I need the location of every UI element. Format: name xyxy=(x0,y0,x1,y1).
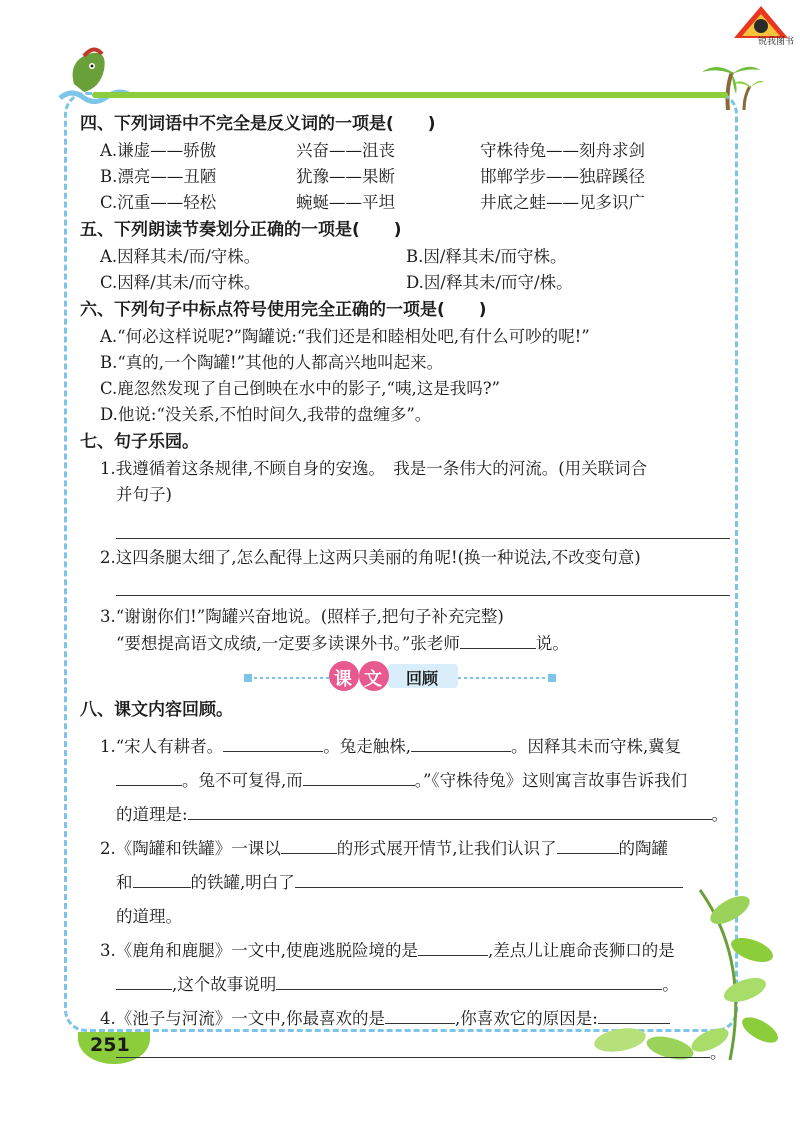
question-8-title: 八、课文内容回顾。 xyxy=(80,700,233,720)
question-5-title: 五、下列朗读节奏划分正确的一项是( ) xyxy=(80,220,402,240)
question-8-item-3-line-2 xyxy=(80,968,730,1002)
text: 的道理。 xyxy=(116,907,182,926)
text: 。”《守株待兔》这则寓言故事告诉我们 xyxy=(414,771,688,790)
question-7-item-2: 2.这四条腿太细了,怎么配得上这两只美丽的角呢!(换一种说法,不改变句意) xyxy=(100,548,641,567)
question-7-item-1-cont: 并句子) xyxy=(116,485,172,504)
question-8-item-2-line-3 xyxy=(80,900,730,934)
question-8-item-3-line-1 xyxy=(80,934,730,968)
page-number: 251 xyxy=(90,1034,130,1056)
banner-char-1: 课 xyxy=(334,669,352,690)
text: 。兔不可复得,而 xyxy=(182,771,303,790)
example-text: “要想提高语文成绩,一定要多读课外书。”张老师 xyxy=(116,634,460,653)
option-cell: 蜿蜒——平坦 xyxy=(296,193,395,212)
option-d: D.他说:“没关系,不怕时间久,我带的盘缠多”。 xyxy=(100,405,432,424)
option-c: C.因释/其未/而守株。 xyxy=(100,273,261,292)
question-7-title: 七、句子乐园。 xyxy=(80,432,199,452)
header-green-bar xyxy=(92,92,728,98)
fill-blank[interactable] xyxy=(188,801,712,820)
text: 。因释其未而守株,冀复 xyxy=(510,737,682,756)
fill-blank[interactable] xyxy=(295,869,683,888)
question-5-row-2 xyxy=(80,270,730,296)
question-8-item-1-line-3 xyxy=(80,798,730,832)
option-b: B.“真的,一个陶罐!”其他的人都高兴地叫起来。 xyxy=(100,353,444,372)
text: 的形式展开情节,让我们认识了 xyxy=(336,839,557,858)
text: 。兔走触株, xyxy=(323,737,411,756)
banner-graphic xyxy=(240,658,560,692)
question-6-title: 六、下列句子中标点符号使用完全正确的一项是( ) xyxy=(80,300,487,320)
fill-blank[interactable] xyxy=(223,733,323,752)
banner-label: 回顾 xyxy=(406,669,439,688)
question-8-item-4-line-1 xyxy=(80,1002,730,1036)
answer-line[interactable] xyxy=(116,524,730,539)
fill-blank[interactable] xyxy=(303,767,415,786)
option-cell: 犹豫——果断 xyxy=(296,167,395,186)
text: 的陶罐 xyxy=(618,839,668,858)
option-cell: B.漂亮——丑陋 xyxy=(100,167,217,186)
question-4-row-a xyxy=(80,138,730,164)
fill-blank[interactable] xyxy=(418,937,488,956)
option-cell: 邯郸学步——独辟蹊径 xyxy=(480,167,645,186)
option-cell: C.沉重——轻松 xyxy=(100,193,217,212)
question-7-item-1: 1.我遵循着这条规律,不顾自身的安逸。 我是一条伟大的河流。(用关联词合 xyxy=(100,459,648,478)
text: 和 xyxy=(116,873,133,892)
option-b: B.因/释其未/而守株。 xyxy=(406,247,567,266)
text: ,你喜欢它的原因是: xyxy=(455,1009,598,1028)
question-7-item-3-example xyxy=(80,630,730,656)
text: 1.“宋人有耕者。 xyxy=(100,737,224,756)
option-cell: A.谦虚——骄傲 xyxy=(100,141,217,160)
text: 的铁罐,明白了 xyxy=(190,873,295,892)
text: ,这个故事说明 xyxy=(172,975,277,994)
text: ,差点儿让鹿命丧狮口的是 xyxy=(488,941,675,960)
fill-blank[interactable] xyxy=(116,767,182,786)
option-cell: 守株待兔——刻舟求剑 xyxy=(480,141,645,160)
fill-blank[interactable] xyxy=(133,869,191,888)
fill-blank[interactable] xyxy=(598,1005,670,1024)
fill-blank[interactable] xyxy=(460,630,536,649)
example-suffix: 说。 xyxy=(535,634,569,653)
publisher-logo-text: 锐我图书 xyxy=(757,37,794,47)
answer-line[interactable] xyxy=(116,581,730,596)
question-4-title: 四、下列词语中不完全是反义词的一项是( ) xyxy=(80,114,436,134)
fill-blank[interactable] xyxy=(557,835,619,854)
option-a: A.因释其未/而/守株。 xyxy=(100,247,261,266)
question-8-item-1-line-1 xyxy=(80,730,730,764)
option-c: C.鹿忽然发现了自己倒映在水中的影子,“咦,这是我吗?” xyxy=(100,379,500,398)
option-cell: 兴奋——沮丧 xyxy=(296,141,395,160)
fill-blank[interactable] xyxy=(385,1005,455,1024)
option-a: A.“何必这样说呢?”陶罐说:“我们还是和睦相处吧,有什么可吵的呢!” xyxy=(100,327,590,346)
option-d: D.因/释其未/而守/株。 xyxy=(406,273,573,292)
fill-blank[interactable] xyxy=(411,733,511,752)
banner-char-2: 文 xyxy=(364,669,382,690)
question-8-item-1-line-2 xyxy=(80,764,730,798)
question-8-item-4-line-2 xyxy=(80,1036,730,1070)
text: 。 xyxy=(711,805,729,824)
question-4-row-b xyxy=(80,164,730,190)
text: 。 xyxy=(662,975,679,994)
fill-blank[interactable] xyxy=(116,1039,710,1058)
fill-blank[interactable] xyxy=(281,835,337,854)
text: 2.《陶罐和铁罐》一课以 xyxy=(100,839,281,858)
question-4-row-c xyxy=(80,190,730,216)
fill-blank[interactable] xyxy=(116,971,172,990)
question-8-item-2-line-1 xyxy=(80,832,730,866)
question-8-item-2-line-2 xyxy=(80,866,730,900)
text: 3.《鹿角和鹿腿》一文中,使鹿逃脱险境的是 xyxy=(100,941,418,960)
question-5-row-1 xyxy=(80,244,730,270)
option-cell: 井底之蛙——见多识广 xyxy=(480,193,645,212)
section-banner xyxy=(80,656,730,696)
worksheet-content xyxy=(80,110,730,1070)
text: 。 xyxy=(710,1043,727,1062)
fill-blank[interactable] xyxy=(276,971,662,990)
question-7-item-3: 3.“谢谢你们!”陶罐兴奋地说。(照样子,把句子补充完整) xyxy=(100,607,504,626)
text: 4.《池子与河流》一文中,你最喜欢的是 xyxy=(100,1009,385,1028)
text: 的道理是: xyxy=(116,805,188,824)
